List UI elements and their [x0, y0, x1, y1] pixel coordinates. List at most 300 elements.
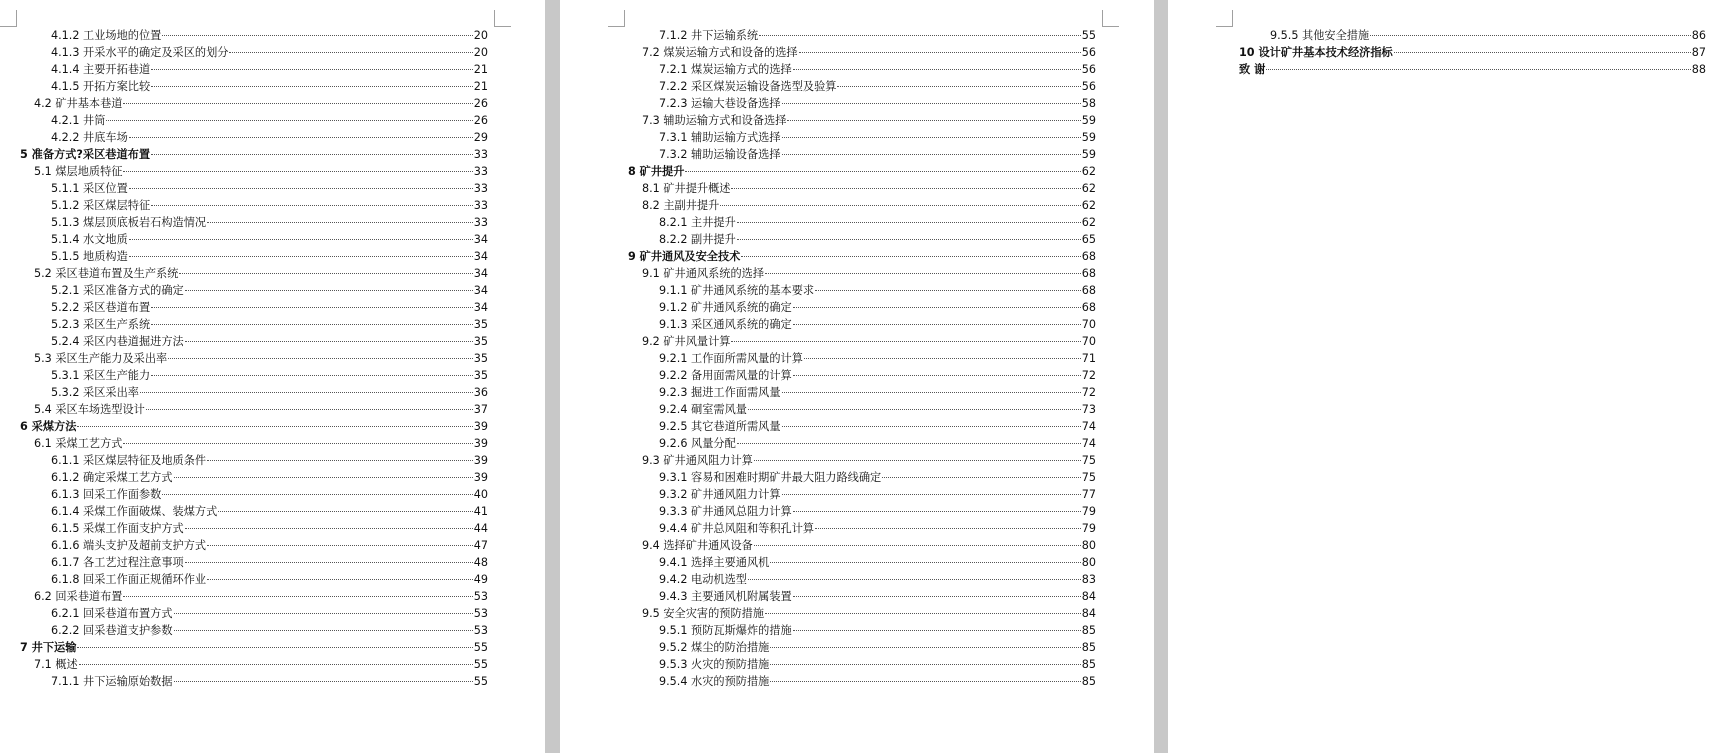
toc-entry[interactable]	[20, 265, 488, 282]
toc-page-number: 84	[1081, 590, 1096, 603]
toc-page-number: 49	[473, 573, 488, 586]
dot-leader	[218, 511, 472, 512]
toc-entry-title: 9.4.3 主要通风机附属装置	[659, 590, 792, 603]
toc-page-number: 85	[1081, 624, 1096, 637]
toc-entry-title: 6.1.4 采煤工作面破煤、装煤方式	[51, 505, 218, 518]
dot-leader	[207, 579, 473, 580]
toc-entry-title: 7 井下运输	[20, 641, 77, 654]
toc-entry-title: 9.1.1 矿井通风系统的基本要求	[659, 284, 815, 297]
toc-entry[interactable]	[20, 418, 488, 435]
dot-leader	[174, 477, 473, 478]
toc-entry[interactable]	[628, 520, 1096, 537]
dot-leader	[146, 409, 473, 410]
dot-leader	[174, 681, 473, 682]
dot-leader	[793, 375, 1081, 376]
toc-entry[interactable]	[20, 180, 488, 197]
toc-entry[interactable]	[628, 333, 1096, 350]
toc-page-number: 59	[1081, 148, 1096, 161]
toc-entry-title: 4.1.5 开拓方案比较	[51, 80, 151, 93]
toc-entry-title: 9 矿井通风及安全技术	[628, 250, 741, 263]
dot-leader	[185, 290, 473, 291]
toc-entry[interactable]	[628, 367, 1096, 384]
dot-leader	[793, 324, 1081, 325]
toc-entry[interactable]	[20, 503, 488, 520]
toc-page-number: 55	[473, 675, 488, 688]
toc-page-number: 75	[1081, 454, 1096, 467]
toc-entry[interactable]	[628, 486, 1096, 503]
toc-entry-title: 6.2 回采巷道布置	[34, 590, 123, 603]
dot-leader	[793, 630, 1081, 631]
table-of-contents	[20, 27, 488, 690]
toc-entry-title: 5.4 采区车场选型设计	[34, 403, 145, 416]
toc-entry[interactable]	[20, 384, 488, 401]
toc-entry[interactable]	[628, 282, 1096, 299]
toc-entry[interactable]	[20, 129, 488, 146]
toc-entry[interactable]	[628, 639, 1096, 656]
toc-page-number: 33	[473, 199, 488, 212]
toc-entry-title: 5.1.3 煤层顶底板岩石构造情况	[51, 216, 207, 229]
toc-page-number: 29	[473, 131, 488, 144]
dot-leader	[737, 239, 1081, 240]
toc-entry[interactable]	[628, 537, 1096, 554]
dot-leader	[129, 256, 473, 257]
toc-page-number: 68	[1081, 267, 1096, 280]
toc-entry[interactable]	[628, 435, 1096, 452]
toc-entry[interactable]	[628, 27, 1096, 44]
toc-entry-title: 8 矿井提升	[628, 165, 685, 178]
toc-entry[interactable]	[20, 333, 488, 350]
toc-page-number: 33	[473, 216, 488, 229]
toc-entry-title: 6.1.8 回采工作面正规循环作业	[51, 573, 207, 586]
dot-leader	[793, 307, 1081, 308]
toc-entry[interactable]	[628, 401, 1096, 418]
toc-entry[interactable]	[20, 639, 488, 656]
toc-page-number: 75	[1081, 471, 1096, 484]
toc-entry[interactable]	[628, 265, 1096, 282]
toc-page-number: 41	[473, 505, 488, 518]
toc-entry[interactable]	[628, 588, 1096, 605]
toc-entry[interactable]	[1239, 61, 1706, 78]
toc-entry-title: 5.1.2 采区煤层特征	[51, 199, 151, 212]
toc-entry-title: 4.2.1 井筒	[51, 114, 106, 127]
toc-entry-title: 9.2.3 掘进工作面需风量	[659, 386, 781, 399]
toc-entry[interactable]	[628, 129, 1096, 146]
toc-entry[interactable]	[20, 299, 488, 316]
toc-entry[interactable]	[628, 571, 1096, 588]
dot-leader	[151, 205, 473, 206]
toc-page-number: 39	[473, 454, 488, 467]
toc-entry[interactable]	[20, 95, 488, 112]
table-of-contents	[1239, 27, 1706, 78]
toc-entry-title: 9.4 选择矿井通风设备	[642, 539, 753, 552]
toc-page-number: 26	[473, 114, 488, 127]
toc-page-number: 70	[1081, 318, 1096, 331]
toc-page-number: 34	[473, 250, 488, 263]
toc-entry-title: 5 准备方式?采区巷道布置	[20, 148, 151, 161]
toc-entry-title: 6.1.6 端头支护及超前支护方式	[51, 539, 207, 552]
toc-entry-title: 9.3 矿井通风阻力计算	[642, 454, 753, 467]
toc-entry[interactable]	[20, 673, 488, 690]
toc-entry[interactable]	[20, 554, 488, 571]
dot-leader	[770, 562, 1080, 563]
toc-entry-title: 9.5.2 煤尘的防治措施	[659, 641, 770, 654]
toc-entry[interactable]	[628, 163, 1096, 180]
toc-entry-title: 6.1.3 回采工作面参数	[51, 488, 162, 501]
toc-entry-title: 7.3.1 辅助运输方式选择	[659, 131, 781, 144]
toc-page-number: 44	[473, 522, 488, 535]
dot-leader	[207, 545, 473, 546]
dot-leader	[151, 154, 473, 155]
toc-page-number: 68	[1081, 250, 1096, 263]
toc-entry-title: 5.1.4 水文地质	[51, 233, 128, 246]
toc-entry-title: 5.1.1 采区位置	[51, 182, 128, 195]
toc-page-number: 33	[473, 165, 488, 178]
toc-entry-title: 6.2.1 回采巷道布置方式	[51, 607, 173, 620]
dot-leader	[754, 460, 1081, 461]
document-page-2	[560, 0, 1154, 753]
toc-entry-title: 5.3 采区生产能力及采出率	[34, 352, 168, 365]
toc-page-number: 34	[473, 233, 488, 246]
toc-entry-title: 9.1.3 采区通风系统的确定	[659, 318, 792, 331]
toc-entry[interactable]	[20, 112, 488, 129]
toc-page-number: 65	[1081, 233, 1096, 246]
toc-entry[interactable]	[20, 452, 488, 469]
toc-page-number: 40	[473, 488, 488, 501]
toc-entry[interactable]	[628, 180, 1096, 197]
toc-entry[interactable]	[20, 146, 488, 163]
margin-corner-mark	[608, 10, 625, 27]
toc-page-number: 53	[473, 624, 488, 637]
toc-entry[interactable]	[628, 622, 1096, 639]
toc-entry-title: 9.1 矿井通风系统的选择	[642, 267, 765, 280]
toc-entry-title: 9.4.4 矿井总风阻和等积孔计算	[659, 522, 815, 535]
toc-entry[interactable]	[628, 78, 1096, 95]
toc-entry-title: 9.5.4 水灾的预防措施	[659, 675, 770, 688]
toc-page-number: 34	[473, 301, 488, 314]
dot-leader	[731, 341, 1080, 342]
toc-entry[interactable]	[20, 248, 488, 265]
toc-entry-title: 7.2.1 煤炭运输方式的选择	[659, 63, 792, 76]
toc-entry-title: 7.1 概述	[34, 658, 78, 671]
dot-leader	[77, 426, 472, 427]
toc-entry[interactable]	[628, 554, 1096, 571]
toc-entry[interactable]	[628, 418, 1096, 435]
toc-entry-title: 9.2.1 工作面所需风量的计算	[659, 352, 803, 365]
toc-page-number: 74	[1081, 420, 1096, 433]
toc-entry[interactable]	[20, 486, 488, 503]
toc-entry[interactable]	[20, 656, 488, 673]
dot-leader	[123, 103, 472, 104]
toc-entry[interactable]	[1239, 44, 1706, 61]
toc-entry[interactable]	[20, 588, 488, 605]
toc-entry[interactable]	[20, 316, 488, 333]
dot-leader	[759, 35, 1081, 36]
toc-page-number: 56	[1081, 80, 1096, 93]
toc-entry-title: 8.2.1 主井提升	[659, 216, 736, 229]
dot-leader	[737, 222, 1081, 223]
toc-entry[interactable]	[628, 316, 1096, 333]
dot-leader	[748, 409, 1081, 410]
page-gap	[545, 0, 560, 753]
toc-page-number: 58	[1081, 97, 1096, 110]
toc-page-number: 59	[1081, 131, 1096, 144]
dot-leader	[782, 154, 1081, 155]
toc-entry[interactable]	[20, 350, 488, 367]
toc-entry-title: 9.4.1 选择主要通风机	[659, 556, 770, 569]
toc-page-number: 85	[1081, 675, 1096, 688]
table-of-contents	[628, 27, 1096, 690]
toc-page-number: 74	[1081, 437, 1096, 450]
toc-page-number: 55	[473, 658, 488, 671]
toc-entry[interactable]	[20, 571, 488, 588]
dot-leader	[151, 324, 473, 325]
toc-page-number: 26	[473, 97, 488, 110]
toc-entry[interactable]	[628, 656, 1096, 673]
toc-entry-title: 6.1 采煤工艺方式	[34, 437, 123, 450]
toc-entry-title: 5.2.3 采区生产系统	[51, 318, 151, 331]
toc-entry[interactable]	[628, 248, 1096, 265]
toc-entry-title: 5.1.5 地质构造	[51, 250, 128, 263]
dot-leader	[1394, 52, 1691, 53]
toc-page-number: 80	[1081, 556, 1096, 569]
toc-entry-title: 5.2.4 采区内巷道掘进方法	[51, 335, 184, 348]
toc-entry[interactable]	[20, 401, 488, 418]
dot-leader	[140, 392, 473, 393]
dot-leader	[782, 494, 1081, 495]
dot-leader	[151, 375, 473, 376]
toc-entry-title: 8.2.2 副井提升	[659, 233, 736, 246]
toc-entry[interactable]	[628, 112, 1096, 129]
toc-entry[interactable]	[20, 605, 488, 622]
toc-entry[interactable]	[20, 44, 488, 61]
dot-leader	[770, 681, 1080, 682]
toc-page-number: 21	[473, 63, 488, 76]
dot-leader	[123, 171, 472, 172]
dot-leader	[754, 545, 1081, 546]
toc-entry-title: 9.3.3 矿井通风总阻力计算	[659, 505, 792, 518]
toc-entry-title: 6.1.7 各工艺过程注意事项	[51, 556, 184, 569]
toc-page-number: 62	[1081, 216, 1096, 229]
toc-entry-title: 4.1.3 开采水平的确定及采区的划分	[51, 46, 229, 59]
toc-page-number: 73	[1081, 403, 1096, 416]
toc-page-number: 34	[473, 267, 488, 280]
dot-leader	[129, 137, 473, 138]
toc-entry-title: 9.2.4 硐室需风量	[659, 403, 747, 416]
toc-entry-title: 7.1.2 井下运输系统	[659, 29, 759, 42]
toc-page-number: 70	[1081, 335, 1096, 348]
toc-entry-title: 9.3.1 容易和困难时期矿井最大阻力路线确定	[659, 471, 882, 484]
toc-entry-title: 9.2.6 风量分配	[659, 437, 736, 450]
dot-leader	[837, 86, 1080, 87]
toc-entry-title: 7.1.1 井下运输原始数据	[51, 675, 173, 688]
dot-leader	[720, 205, 1080, 206]
toc-page-number: 55	[473, 641, 488, 654]
dot-leader	[787, 120, 1080, 121]
toc-entry[interactable]	[20, 469, 488, 486]
toc-page-number: 33	[473, 148, 488, 161]
dot-leader	[151, 86, 473, 87]
toc-page-number: 47	[473, 539, 488, 552]
toc-page-number: 20	[473, 29, 488, 42]
toc-entry[interactable]	[20, 78, 488, 95]
toc-page-number: 85	[1081, 641, 1096, 654]
toc-entry-title: 8.1 矿井提升概述	[642, 182, 731, 195]
toc-page-number: 83	[1081, 573, 1096, 586]
dot-leader	[741, 256, 1080, 257]
dot-leader	[185, 341, 473, 342]
toc-entry-title: 9.5 安全灾害的预防措施	[642, 607, 765, 620]
dot-leader	[765, 613, 1081, 614]
toc-entry-title: 5.2 采区巷道布置及生产系统	[34, 267, 179, 280]
toc-entry[interactable]	[20, 214, 488, 231]
toc-page-number: 86	[1691, 29, 1706, 42]
dot-leader	[770, 664, 1080, 665]
dot-leader	[129, 188, 473, 189]
toc-entry[interactable]	[628, 299, 1096, 316]
toc-entry[interactable]	[20, 520, 488, 537]
toc-entry[interactable]	[20, 27, 488, 44]
dot-leader	[793, 596, 1081, 597]
dot-leader	[207, 222, 473, 223]
dot-leader	[123, 443, 472, 444]
dot-leader	[77, 647, 472, 648]
toc-page-number: 48	[473, 556, 488, 569]
dot-leader	[799, 52, 1081, 53]
dot-leader	[815, 528, 1081, 529]
dot-leader	[79, 664, 473, 665]
toc-entry[interactable]	[628, 44, 1096, 61]
toc-page-number: 36	[473, 386, 488, 399]
toc-page-number: 20	[473, 46, 488, 59]
dot-leader	[151, 307, 473, 308]
dot-leader	[770, 647, 1080, 648]
dot-leader	[765, 273, 1081, 274]
toc-entry-title: 7.3.2 辅助运输设备选择	[659, 148, 781, 161]
toc-entry-title: 6.1.2 确定采煤工艺方式	[51, 471, 173, 484]
dot-leader	[748, 579, 1081, 580]
toc-entry-title: 5.3.1 采区生产能力	[51, 369, 151, 382]
dot-leader	[174, 613, 473, 614]
toc-page-number: 37	[473, 403, 488, 416]
dot-leader	[229, 52, 472, 53]
toc-entry[interactable]	[20, 163, 488, 180]
page-gap	[1154, 0, 1168, 753]
dot-leader	[793, 69, 1081, 70]
toc-page-number: 56	[1081, 46, 1096, 59]
toc-entry[interactable]	[628, 452, 1096, 469]
toc-entry-title: 5.2.2 采区巷道布置	[51, 301, 151, 314]
toc-entry[interactable]	[628, 503, 1096, 520]
toc-page-number: 79	[1081, 505, 1096, 518]
toc-entry[interactable]	[628, 605, 1096, 622]
dot-leader	[162, 35, 472, 36]
dot-leader	[168, 358, 473, 359]
toc-page-number: 35	[473, 335, 488, 348]
toc-page-number: 87	[1691, 46, 1706, 59]
toc-entry[interactable]	[628, 350, 1096, 367]
dot-leader	[185, 528, 473, 529]
toc-entry[interactable]	[628, 214, 1096, 231]
toc-entry[interactable]	[20, 197, 488, 214]
dot-leader	[685, 171, 1080, 172]
dot-leader	[174, 630, 473, 631]
dot-leader	[782, 103, 1081, 104]
toc-page-number: 39	[473, 437, 488, 450]
toc-entry[interactable]	[628, 673, 1096, 690]
dot-leader	[782, 137, 1081, 138]
toc-page-number: 68	[1081, 284, 1096, 297]
toc-page-number: 72	[1081, 369, 1096, 382]
dot-leader	[123, 596, 472, 597]
dot-leader	[737, 443, 1081, 444]
toc-entry-title: 7.3 辅助运输方式和设备选择	[642, 114, 787, 127]
toc-page-number: 35	[473, 369, 488, 382]
toc-entry-title: 6.1.1 采区煤层特征及地质条件	[51, 454, 207, 467]
toc-entry-title: 4.1.2 工业场地的位置	[51, 29, 162, 42]
toc-entry[interactable]	[628, 197, 1096, 214]
toc-entry-title: 9.5.1 预防瓦斯爆炸的措施	[659, 624, 792, 637]
toc-entry-title: 5.3.2 采区采出率	[51, 386, 139, 399]
dot-leader	[185, 562, 473, 563]
toc-entry[interactable]	[628, 231, 1096, 248]
toc-entry-title: 7.2 煤炭运输方式和设备的选择	[642, 46, 798, 59]
toc-entry[interactable]	[628, 61, 1096, 78]
toc-entry-title: 6.1.5 采煤工作面支护方式	[51, 522, 184, 535]
toc-page-number: 80	[1081, 539, 1096, 552]
toc-entry-title: 5.2.1 采区准备方式的确定	[51, 284, 184, 297]
dot-leader	[106, 120, 472, 121]
dot-leader	[882, 477, 1081, 478]
toc-entry[interactable]	[20, 61, 488, 78]
margin-corner-mark	[494, 10, 511, 27]
toc-entry-title: 5.1 煤层地质特征	[34, 165, 123, 178]
toc-entry[interactable]	[20, 435, 488, 452]
dot-leader	[782, 392, 1081, 393]
toc-page-number: 79	[1081, 522, 1096, 535]
toc-entry-title: 9.2.5 其它巷道所需风量	[659, 420, 781, 433]
toc-entry[interactable]	[1239, 27, 1706, 44]
margin-corner-mark	[1102, 10, 1119, 27]
toc-page-number: 33	[473, 182, 488, 195]
toc-entry-title: 4.1.4 主要开拓巷道	[51, 63, 151, 76]
toc-entry-title: 9.2 矿井风量计算	[642, 335, 731, 348]
toc-entry[interactable]	[20, 282, 488, 299]
dot-leader	[151, 69, 473, 70]
toc-entry-title: 9.1.2 矿井通风系统的确定	[659, 301, 792, 314]
toc-entry-title: 6.2.2 回采巷道支护参数	[51, 624, 173, 637]
margin-corner-mark	[1216, 10, 1233, 27]
document-page-1	[0, 0, 545, 753]
toc-entry-title: 8.2 主副井提升	[642, 199, 720, 212]
dot-leader	[793, 511, 1081, 512]
toc-entry[interactable]	[20, 537, 488, 554]
dot-leader	[162, 494, 472, 495]
dot-leader	[1266, 69, 1690, 70]
toc-entry[interactable]	[628, 146, 1096, 163]
toc-entry[interactable]	[628, 469, 1096, 486]
dot-leader	[1370, 35, 1691, 36]
toc-entry[interactable]	[628, 95, 1096, 112]
toc-page-number: 62	[1081, 199, 1096, 212]
toc-entry-title: 9.3.2 矿井通风阻力计算	[659, 488, 781, 501]
toc-entry[interactable]	[20, 367, 488, 384]
margin-corner-mark	[0, 10, 17, 27]
toc-entry-title: 9.4.2 电动机选型	[659, 573, 747, 586]
toc-entry[interactable]	[20, 622, 488, 639]
toc-entry[interactable]	[628, 384, 1096, 401]
toc-page-number: 71	[1081, 352, 1096, 365]
toc-entry[interactable]	[20, 231, 488, 248]
